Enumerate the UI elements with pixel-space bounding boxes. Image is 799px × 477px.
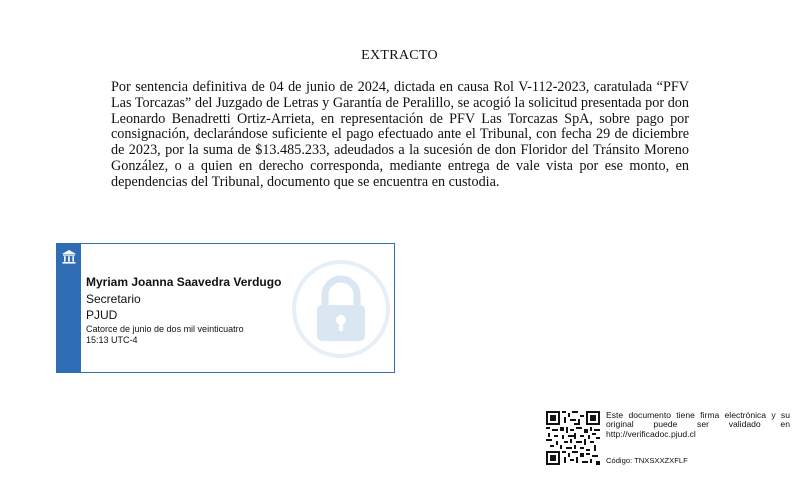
verification-block [546, 411, 791, 467]
document-title: EXTRACTO [361, 48, 438, 63]
signature-box [56, 243, 395, 373]
qr-code-icon [546, 411, 600, 465]
signer-organization: PJUD [86, 308, 118, 322]
document-body: Por sentencia definitiva de 04 de junio de 2024, dictada en causa Rol V-112-2023, caratulada “PFV Las Torcazas” del Juzgado de Letras y Garantía de Peralillo, se acogió la solicitud presentada por don Leonardo Benadretti Ortiz-Arrieta, en representación de PFV Las Torcazas SpA, sobre pago por consignación, declarándose suficiente el pago efectuado ante el Tribunal, con fecha 29 de diciembre de 2023, por la suma de $13.485.233, adeudados a la sucesión de don Floridor del Tránsito Moreno González, o a quien en derecho corresponda, mediante entrega de vale vista por ese monto, en dependencias del Tribunal, documento que se encuentra en custodia. [111, 79, 689, 190]
verification-code: Código: TNXSXXZXFLF [606, 456, 688, 465]
bank-icon [61, 249, 77, 265]
signature-time-text: 15:13 UTC-4 [86, 334, 138, 345]
signature-side-bar [57, 244, 81, 372]
signer-name: Myriam Joanna Saavedra Verdugo [86, 275, 282, 289]
verification-text: Este documento tiene firma electrónica y su original puede ser validado en http://verificadoc.pjud.cl [606, 410, 790, 439]
signature-date [86, 324, 244, 345]
signer-role: Secretario [86, 292, 141, 306]
lock-icon [291, 259, 391, 359]
signature-date-text: Catorce de junio de dos mil veinticuatro [86, 324, 244, 334]
